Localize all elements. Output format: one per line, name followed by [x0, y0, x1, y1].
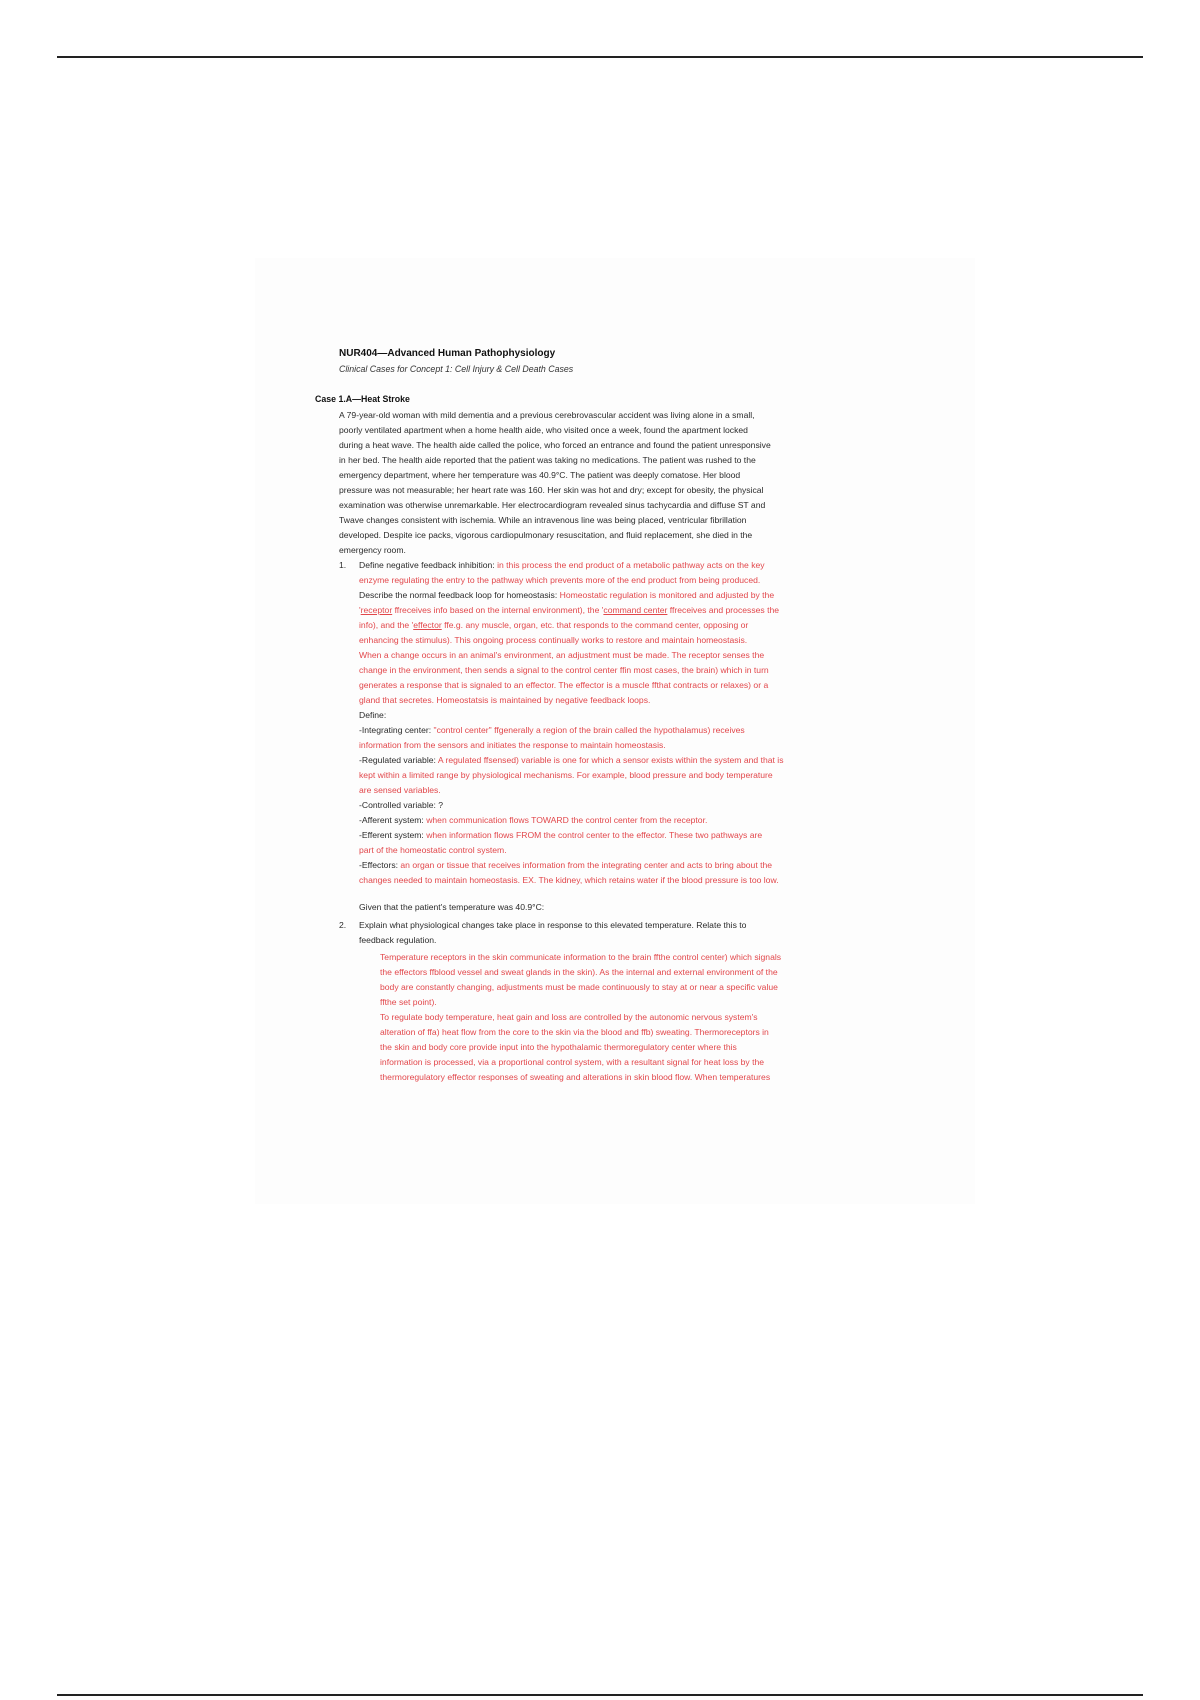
term-answer: an organ or tissue that receives information from the integrating center and acts to bring about the: [400, 860, 773, 870]
define-label: Define:: [359, 710, 387, 720]
q1-answer-line: [359, 603, 779, 618]
definition-regulated-variable: [359, 753, 784, 768]
bottom-rule: [57, 1694, 1143, 1696]
q1-answer-line: [359, 618, 748, 633]
definition-controlled-variable: -Controlled variable: ?: [359, 800, 444, 810]
course-title: NUR404—Advanced Human Pathophysiology: [339, 348, 556, 359]
narrative-line: during a heat wave. The health aide called the police, who forced an entrance and found the patient unresponsive: [339, 440, 771, 450]
narrative-line: emergency room.: [339, 545, 406, 555]
q2-answer-line: the skin and body core provide input into the hypothalamic thermoregulatory center where this: [380, 1042, 737, 1052]
term-answer: A regulated ffsensed) variable is one for which a sensor exists within the system and that is: [437, 755, 784, 765]
narrative-line: Twave changes consistent with ischemia. While an intravenous line was being placed, ventricular fibrillation: [339, 515, 747, 525]
term-answer: when communication flows TOWARD the control center from the receptor.: [426, 815, 708, 825]
term-answer-line: changes needed to maintain homeostasis. EX. The kidney, which retains water if the blood pressure is too low.: [359, 875, 779, 885]
q1-answer: in this process the end product of a metabolic pathway acts on the key: [497, 560, 765, 570]
narrative-line: in her bed. The health aide reported that the patient was taking no medications. The patient was rushed to the: [339, 455, 756, 465]
q1-answer-line: generates a response that is signaled to an effector. The effector is a muscle ffthat contracts or relaxes) or a: [359, 680, 769, 690]
document-content: [255, 258, 975, 1204]
term-label: -Afferent system:: [359, 815, 427, 825]
command-center-term: command center: [603, 605, 668, 615]
q2-prompt: Explain what physiological changes take place in response to this elevated temperature. Relate this to: [359, 920, 747, 930]
q1-answer-line: gland that secretes. Homeostatsis is maintained by negative feedback loops.: [359, 695, 651, 705]
definition-efferent-system: [359, 828, 762, 843]
receptor-term: receptor: [360, 605, 393, 615]
q1-label: Define negative feedback inhibition:: [359, 560, 498, 570]
term-answer-line: are sensed variables.: [359, 785, 441, 795]
term-answer: when information flows FROM the control center to the effector. These two pathways are: [426, 830, 763, 840]
narrative-line: A 79-year-old woman with mild dementia and a previous cerebrovascular accident was living alone in a small,: [339, 410, 755, 420]
feedback-loop-answer: Homeostatic regulation is monitored and adjusted by the: [559, 590, 775, 600]
narrative-line: developed. Despite ice packs, vigorous cardiopulmonary resuscitation, and fluid replacement, she died in the: [339, 530, 753, 540]
term-label: -Integrating center:: [359, 725, 434, 735]
term-answer: "control center" ffgenerally a region of the brain called the hypothalamus) receives: [433, 725, 745, 735]
text-fragment: ffe.g. any muscle, organ, etc. that responds to the command center, opposing or: [441, 620, 749, 630]
effector-term: effector: [413, 620, 442, 630]
q2-prompt: feedback regulation.: [359, 935, 437, 945]
q2-answer-line: information is processed, via a proportional control system, with a resultant signal for heat loss by the: [380, 1057, 765, 1067]
q2-answer-line: ffthe set point).: [380, 997, 437, 1007]
q1-line: [359, 588, 774, 603]
q2-answer-line: thermoregulatory effector responses of sweating and alterations in skin blood flow. When temperatures: [380, 1072, 771, 1082]
top-rule: [57, 56, 1143, 58]
term-answer-line: information from the sensors and initiates the response to maintain homeostasis.: [359, 740, 666, 750]
given-statement: Given that the patient's temperature was 40.9°C:: [359, 902, 545, 912]
term-answer-line: kept within a limited range by physiological mechanisms. For example, blood pressure and body temperature: [359, 770, 773, 780]
narrative-line: examination was otherwise unremarkable. Her electrocardiogram revealed sinus tachycardia and diffuse ST and: [339, 500, 766, 510]
q1-answer-line: change in the environment, then sends a signal to the control center ffin most cases, the brain) which in turn: [359, 665, 769, 675]
q2-answer-line: the effectors ffblood vessel and sweat glands in the skin). As the internal and external environment of the: [380, 967, 778, 977]
narrative-line: poorly ventilated apartment when a home health aide, who visited once a week, found the apartment locked: [339, 425, 748, 435]
narrative-line: emergency department, where her temperature was 40.9°C. The patient was deeply comatose. Her blood: [339, 470, 741, 480]
q1-answer-line: When a change occurs in an animal's environment, an adjustment must be made. The receptor senses the: [359, 650, 765, 660]
cases-subtitle: Clinical Cases for Concept 1: Cell Injury & Cell Death Cases: [339, 364, 574, 374]
document-page-image: [255, 258, 975, 1204]
term-answer-line: part of the homeostatic control system.: [359, 845, 507, 855]
question-number: 1.: [339, 560, 347, 570]
term-label: -Regulated variable:: [359, 755, 438, 765]
term-label: -Efferent system:: [359, 830, 427, 840]
question-number: 2.: [339, 920, 347, 930]
case-title: Case 1.A—Heat Stroke: [315, 394, 410, 404]
text-fragment: ffreceives info based on the internal environment), the ': [392, 605, 604, 615]
q1-answer-line: enhancing the stimulus). This ongoing process continually works to restore and maintain homeostasis.: [359, 635, 748, 645]
term-label: -Effectors:: [359, 860, 401, 870]
text-fragment: info), and the ': [359, 620, 414, 630]
text-fragment: ffreceives and processes the: [667, 605, 780, 615]
narrative-line: pressure was not measurable; her heart rate was 160. Her skin was hot and dry; except for obesity, the physical: [339, 485, 764, 495]
q2-answer-line: alteration of ffa) heat flow from the core to the skin via the blood and ffb) sweating. Thermoreceptors in: [380, 1027, 769, 1037]
q1-answer-line: enzyme regulating the entry to the pathway which prevents more of the end product from being produced.: [359, 575, 761, 585]
text-fragment: ': [359, 605, 361, 615]
q2-answer-line: body are constantly changing, adjustments must be made continuously to stay at or near a specific value: [380, 982, 778, 992]
q2-answer-line: To regulate body temperature, heat gain and loss are controlled by the autonomic nervous system's: [380, 1012, 758, 1022]
definition-effectors: [359, 858, 772, 873]
q2-answer-line: Temperature receptors in the skin communicate information to the brain ffthe control center) which signals: [380, 952, 782, 962]
definition-integrating-center: [359, 723, 745, 738]
definition-afferent-system: [359, 813, 707, 828]
q1-line: [359, 558, 765, 573]
feedback-loop-label: Describe the normal feedback loop for homeostasis:: [359, 590, 560, 600]
